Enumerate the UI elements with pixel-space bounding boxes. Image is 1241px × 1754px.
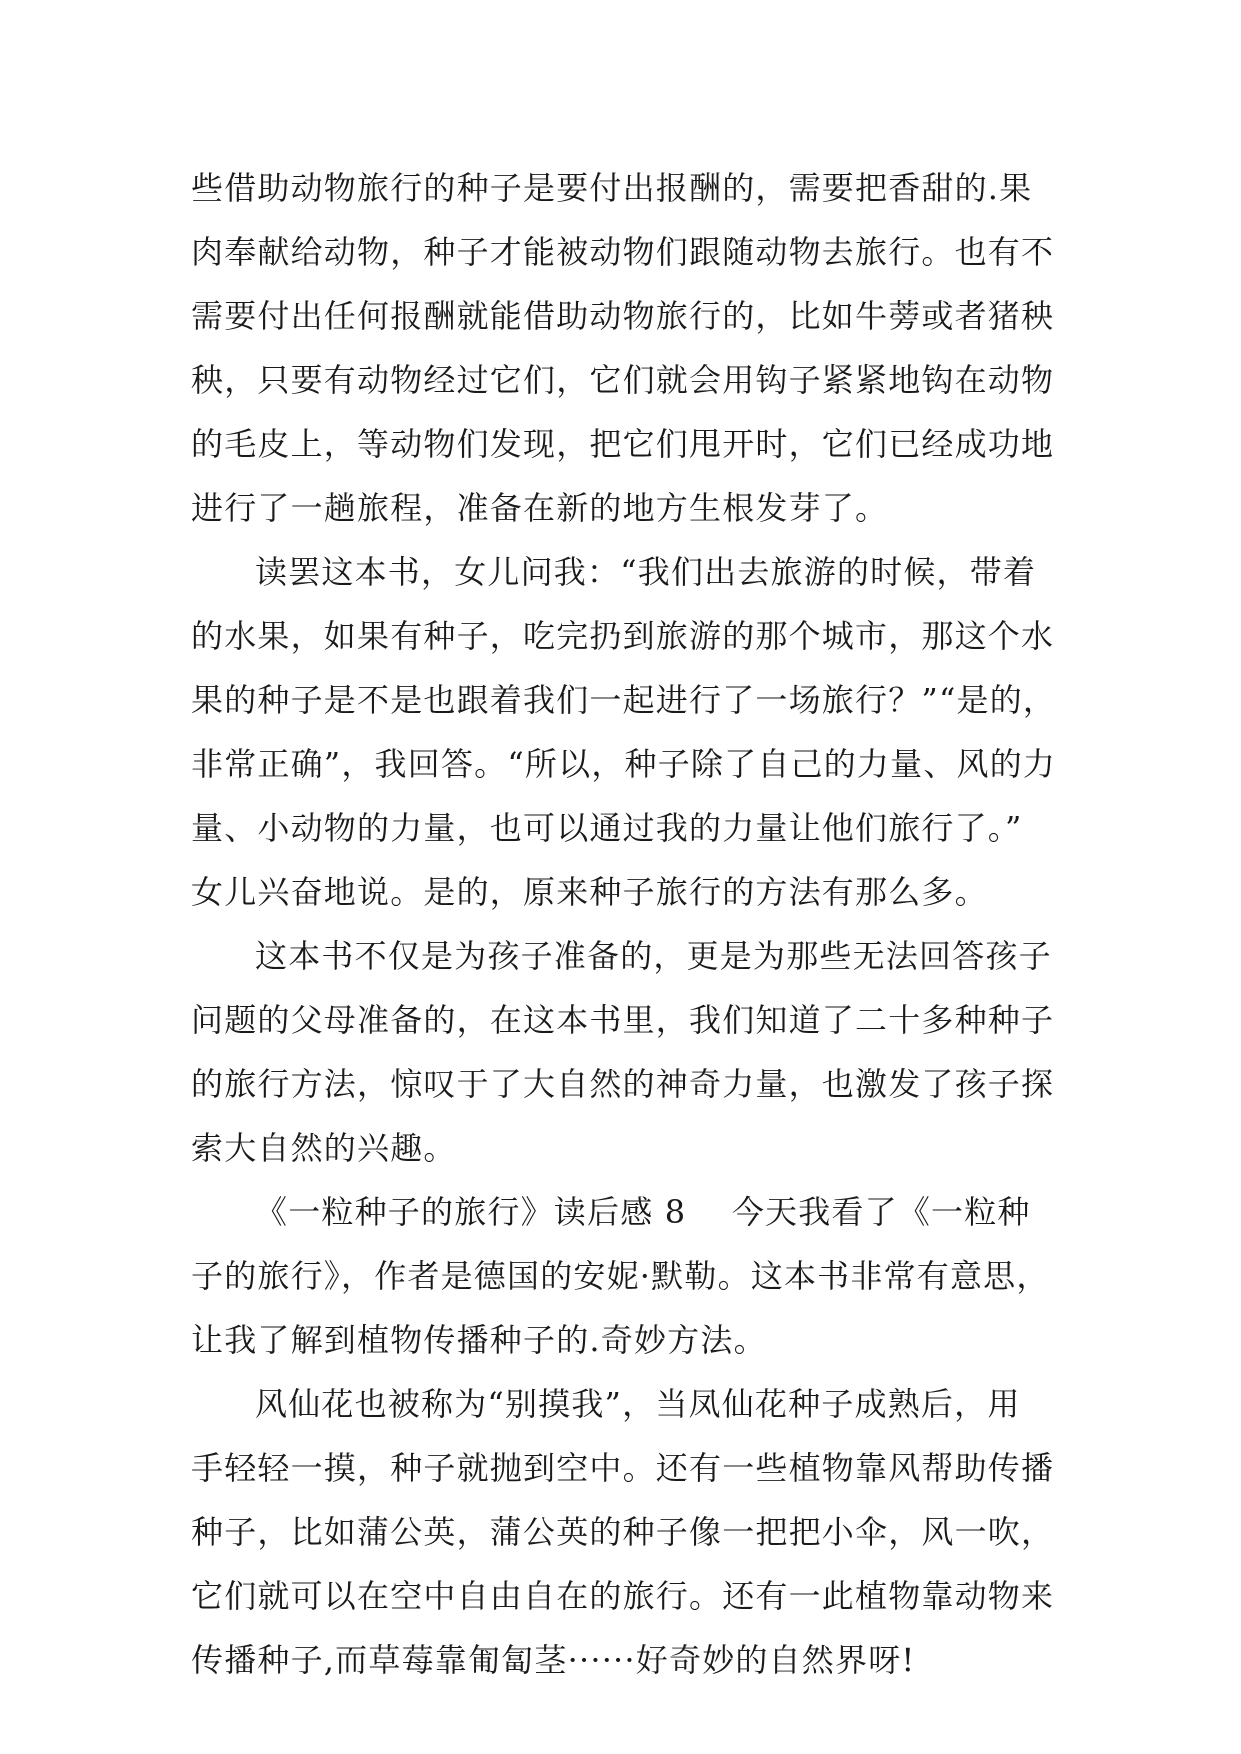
text-line: 传播种子,而草莓靠匍匐茎······好奇妙的自然界呀! <box>191 1641 916 1679</box>
text-line: 问题的父母准备的，在这本书里，我们知道了二十多种种子 <box>191 1001 1055 1039</box>
text-line: 肉奉献给动物，种子才能被动物们跟随动物去旅行。也有不 <box>191 233 1055 271</box>
text-line: 的水果，如果有种子，吃完扔到旅游的那个城市，那这个水 <box>191 617 1055 655</box>
text-line: 的旅行方法，惊叹于了大自然的神奇力量，也激发了孩子探 <box>191 1065 1055 1103</box>
paragraph-book-purpose <box>191 924 1071 1180</box>
text-line: 果的种子是不是也跟着我们一起进行了一场旅行？”“是的， <box>191 681 1057 719</box>
text-line: 读罢这本书，女儿问我：“我们出去旅游的时候，带着 <box>255 553 1037 591</box>
paragraph-essay-8-intro <box>191 1180 1071 1372</box>
text-line: 量、小动物的力量，也可以通过我的力量让他们旅行了。” <box>191 809 1023 847</box>
text-line: 进行了一趟旅程，准备在新的地方生根发芽了。 <box>191 489 889 527</box>
text-line: 子的旅行》，作者是德国的安妮·默勒。这本书非常有意思， <box>191 1257 1050 1295</box>
body-text <box>191 156 1071 1692</box>
text-line: 秧，只要有动物经过它们，它们就会用钩子紧紧地钩在动物 <box>191 361 1055 399</box>
text-line: 些借助动物旅行的种子是要付出报酬的，需要把香甜的.果 <box>191 169 1033 207</box>
text-line: 种子，比如蒲公英，蒲公英的种子像一把把小伞，风一吹， <box>191 1513 1055 1551</box>
text-line: 的毛皮上，等动物们发现，把它们甩开时，它们已经成功地 <box>191 425 1055 463</box>
text-line: 手轻轻一摸，种子就抛到空中。还有一些植物靠风帮助传播 <box>191 1449 1055 1487</box>
text-line: 《一粒种子的旅行》读后感 8 今天我看了《一粒种 <box>255 1193 1031 1231</box>
text-line: 需要付出任何报酬就能借助动物旅行的，比如牛蒡或者猪秧 <box>191 297 1055 335</box>
text-line: 让我了解到植物传播种子的.奇妙方法。 <box>191 1321 767 1359</box>
text-line: 它们就可以在空中自由自在的旅行。还有一此植物靠动物来 <box>191 1577 1055 1615</box>
text-line: 非常正确”，我回答。“所以，种子除了自己的力量、风的力 <box>191 745 1057 783</box>
text-line: 索大自然的兴趣。 <box>191 1129 457 1167</box>
text-line: 风仙花也被称为“别摸我”，当凤仙花种子成熟后，用 <box>255 1385 1021 1423</box>
paragraph-plant-methods <box>191 1372 1071 1692</box>
paragraph-seed-animals <box>191 156 1071 540</box>
paragraph-daughter-question <box>191 540 1071 924</box>
text-line: 这本书不仅是为孩子准备的，更是为那些无法回答孩子 <box>255 937 1052 975</box>
text-line: 女儿兴奋地说。是的，原来种子旅行的方法有那么多。 <box>191 873 988 911</box>
